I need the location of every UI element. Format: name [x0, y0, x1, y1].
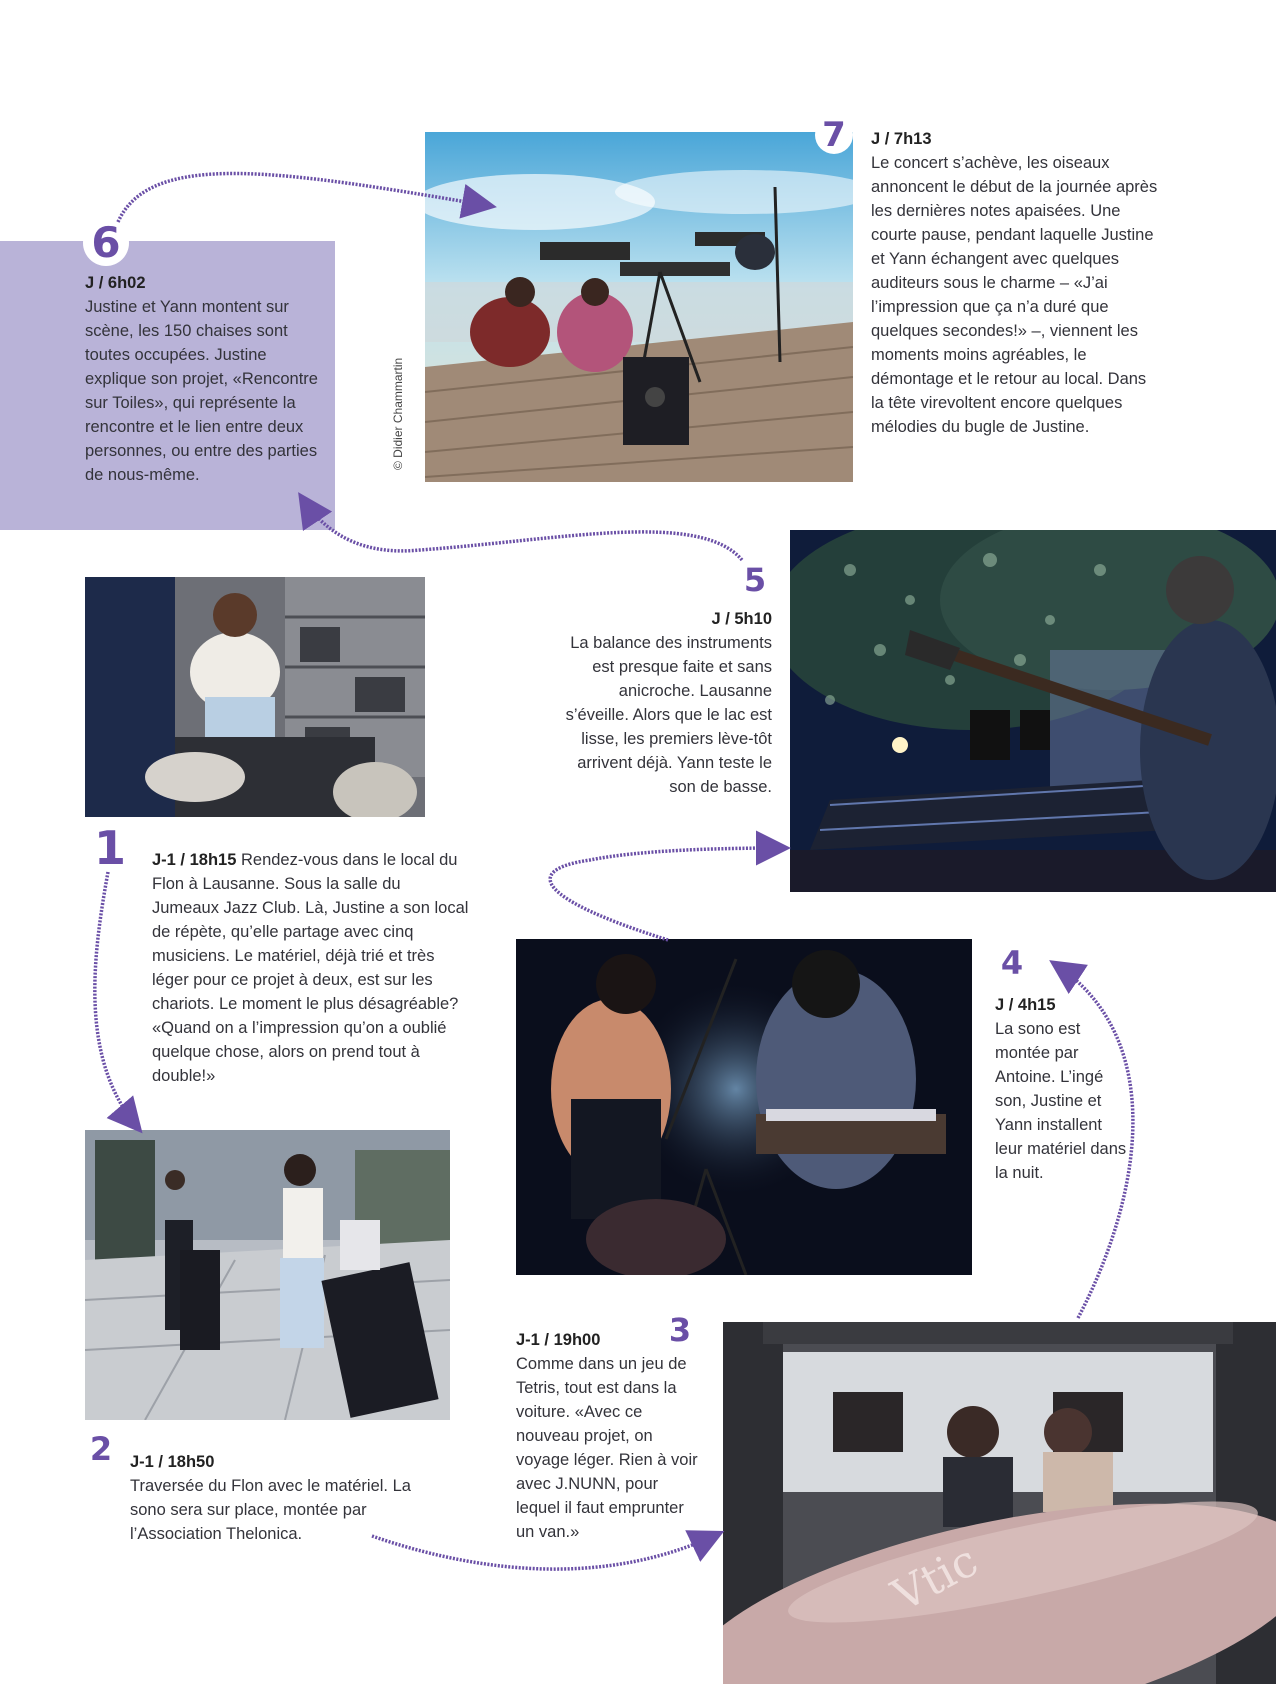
photo-step4-night-setup [516, 939, 972, 1275]
step6-caption [85, 271, 325, 487]
step5-caption [560, 607, 772, 799]
arrow-1-to-2 [95, 872, 138, 1128]
photo-step1-rehearsal-room [85, 577, 425, 817]
step1-text: Rendez-vous dans le local du Flon à Lausanne. Sous la salle du Jumeaux Jazz Club. Là, Justine a son local de répète, qu’elle partage avec cinq musiciens. Le matériel, déjà trié et très léger pour ce projet à deux, est sur les chariots. Le moment le plus désagréable? «Quand on a l’impression qu’on a oublié quelque chose, alors on prend tout à double!» [152, 851, 469, 1085]
step6-text: Justine et Yann montent sur scène, les 150 chaises sont toutes occupées. Justine explique son projet, «Rencontre sur Toiles», qui représente la rencontre et le lien entre deux personnes, ou entre des parties de nous-même. [85, 298, 318, 484]
svg-text:Vtic: Vtic [884, 1535, 987, 1622]
step4-caption [995, 993, 1133, 1185]
arrow-5-to-6 [302, 498, 742, 560]
step6-time: J / 6h02 [85, 274, 146, 292]
step5-time: J / 5h10 [711, 610, 772, 628]
photo-credit: © Didier Chammartin [391, 357, 405, 470]
step-number-7: 7 [815, 116, 853, 154]
step-number-4: 4 [995, 946, 1029, 980]
step5-text: La balance des instruments est presque faite et sans anicroche. Lausanne s’éveille. Alors que le lac est lisse, les premiers lève-tôt arrivent déjà. Yann teste le son de basse. [565, 634, 772, 796]
step3-time: J-1 / 19h00 [516, 1331, 601, 1349]
step7-caption [871, 127, 1161, 439]
step7-time: J / 7h13 [871, 130, 932, 148]
step7-text: Le concert s’achève, les oiseaux annoncent le début de la journée après les dernières notes apaisées. Une courte pause, pendant laquelle Justine et Yann échangent avec quelques auditeurs sous le charme – «J’ai l’impression que ça n’a duré que quelques secondes!» –, viennent les moments moins agréables, le démontage et le retour au local. Dans la tête virevoltent encore quelques mélodies du bugle de Justine. [871, 154, 1158, 436]
step4-time: J / 4h15 [995, 996, 1056, 1014]
step4-text: La sono est montée par Antoine. L’ingé son, Justine et Yann installent leur matériel dans la nuit. [995, 1020, 1127, 1182]
step-number-2: 2 [84, 1432, 118, 1466]
photo-step2-crossing-flon [85, 1130, 450, 1420]
step2-text: Traversée du Flon avec le matériel. La sono sera sur place, montée par l’Association Thelonica. [130, 1477, 411, 1543]
photo-step3-car-loaded [723, 1322, 1276, 1684]
step3-text: Comme dans un jeu de Tetris, tout est dans la voiture. «Avec ce nouveau projet, on voyage léger. Rien à voir avec J.NUNN, pour lequel il faut emprunter un van.» [516, 1355, 698, 1541]
step-number-6: 6 [83, 220, 129, 266]
step-number-3: 3 [663, 1313, 697, 1347]
step1-caption [152, 848, 470, 1088]
step-number-5: 5 [738, 563, 772, 597]
step3-caption [516, 1328, 706, 1544]
step-number-1: 1 [84, 822, 136, 874]
photo-step7-stage-lake [425, 132, 853, 482]
step2-caption [130, 1450, 430, 1546]
step1-time: J-1 / 18h15 [152, 851, 241, 869]
step2-time: J-1 / 18h50 [130, 1453, 215, 1471]
arrow-4-to-5 [550, 848, 784, 940]
photo-step5-bass-soundcheck [790, 530, 1276, 892]
